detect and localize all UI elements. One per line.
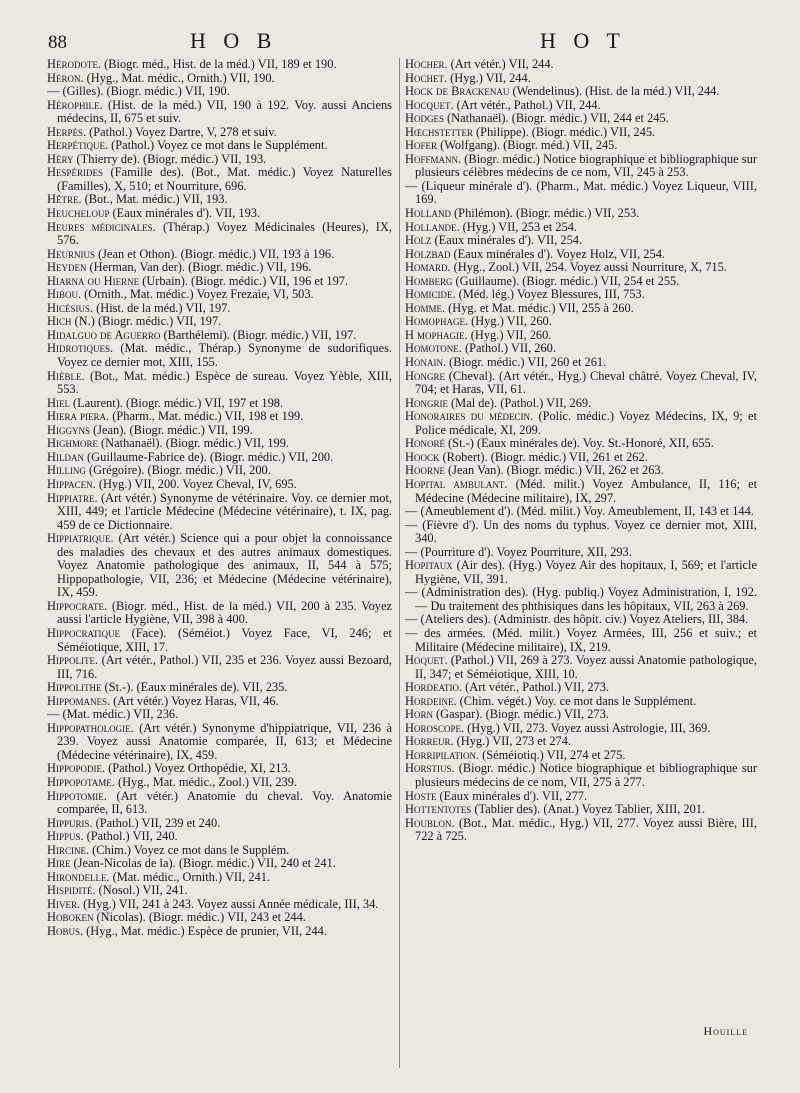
- entry-headword: Higgyns: [47, 422, 90, 437]
- entry-text: (Pathol.) Voyez ce mot dans le Supplément.: [108, 138, 328, 153]
- index-entry: [47, 695, 392, 709]
- entry-headword: Hérophile.: [47, 97, 103, 112]
- index-entry: [47, 315, 392, 329]
- entry-text: — (Administration des). (Hyg. publiq.) Voyez Administration, I, 192. — Du traitement des phthisiques dans les hôpitaux, VII, 263 à 269.: [405, 585, 757, 613]
- index-entry: [47, 464, 392, 478]
- entry-text: (Philippe). (Biogr. médic.) VII, 245.: [472, 124, 656, 139]
- entry-text: (Mat. médic., Ornith.) VII, 241.: [109, 869, 271, 884]
- entry-headword: Holland: [405, 206, 451, 221]
- entry-text: (Jean-Nicolas de la). (Biogr. médic.) VII, 240 et 241.: [70, 856, 336, 871]
- entry-text: (Art vétér., Pathol.) VII, 244.: [453, 97, 601, 112]
- entry-text: (Art vétér.) VII, 244.: [447, 57, 554, 71]
- entry-headword: Hidrotiques.: [47, 341, 114, 356]
- entry-text: (Art vétér.) Synonyme d'hippiatrique, VII, 236 à 239. Voyez aussi Anatomie comparée, II, 613; et Médecine (Médecine vétérinaire), IX, 459.: [57, 720, 392, 762]
- entry-text: (Guillaume). (Biogr. médic.) VII, 254 et 255.: [452, 273, 680, 288]
- entry-text: (Méd. lég.) Voyez Blessures, III, 753.: [455, 287, 645, 302]
- entry-headword: Hoboken: [47, 910, 94, 925]
- entry-text: (Hyg., Mat. médic., Ornith.) VII, 190.: [83, 70, 275, 85]
- entry-headword: Horoscope.: [405, 720, 465, 735]
- index-entry: [47, 654, 392, 681]
- entry-headword: Hippuris.: [47, 815, 93, 830]
- index-entry: [405, 139, 757, 153]
- index-entry: [405, 85, 757, 99]
- entry-headword: Hippolite.: [47, 653, 99, 668]
- index-entry: [405, 478, 757, 505]
- entry-headword: H mophagie.: [405, 327, 468, 342]
- entry-headword: Hippiatre.: [47, 490, 98, 505]
- entry-text: (Wendelinus). (Hist. de la méd.) VII, 244.: [509, 84, 720, 99]
- entry-text: (Wolfgang). (Biogr. méd.) VII, 245.: [436, 138, 618, 153]
- index-entry: [47, 275, 392, 289]
- entry-text: (Bot., Mat. médic.) VII, 193.: [81, 192, 228, 207]
- index-entry: [47, 126, 392, 140]
- index-entry: [47, 397, 392, 411]
- entry-headword: Homberg: [405, 273, 453, 288]
- entry-text: (Biogr. médic.) Notice biographique et bibliographique sur plusieurs médecins de ce nom, VII, 275 à 277.: [415, 761, 757, 789]
- entry-headword: Hêtre.: [47, 192, 82, 207]
- entry-headword: Hoorne: [405, 463, 445, 478]
- entry-headword: Honoré: [405, 436, 445, 451]
- index-entry: [405, 58, 757, 72]
- entry-text: (Eaux minérales d'). VII, 277.: [436, 788, 588, 803]
- entry-headword: Hopital ambulant.: [405, 476, 508, 491]
- entry-headword: Hire: [47, 856, 71, 871]
- entry-text: (Biogr. médic.) VII, 260 et 261.: [446, 355, 607, 370]
- entry-text: (Chim. végét.) Voy. ce mot dans le Supplément.: [456, 693, 697, 708]
- entry-text: (Thérap.) Voyez Médicinales (Heures), IX, 576.: [57, 219, 392, 248]
- catchword: Houille: [703, 1024, 748, 1038]
- entry-headword: Hopitaux: [405, 558, 453, 573]
- entry-headword: Highmore: [47, 436, 98, 451]
- entry-text: (Chim.) Voyez ce mot dans le Supplém.: [89, 842, 290, 857]
- index-entry: [405, 329, 757, 343]
- entry-text: (Bot., Mat. médic., Hyg.) VII, 277. Voyez aussi Bière, III, 722 à 725.: [415, 815, 757, 844]
- entry-text: (Hyg. et Mat. médic.) VII, 255 à 260.: [445, 300, 634, 315]
- index-entry: [405, 397, 757, 411]
- entry-headword: Herpès.: [47, 124, 87, 139]
- entry-text: (St.-). (Eaux minérales de). VII, 235.: [101, 680, 288, 695]
- index-entry: [47, 248, 392, 262]
- entry-text: (Eaux minérales d'). VII, 254.: [431, 233, 583, 248]
- index-entry: [47, 451, 392, 465]
- entry-headword: Homophage.: [405, 314, 469, 329]
- entry-headword: Hordeatio.: [405, 680, 463, 695]
- entry-headword: Hippocrate.: [47, 598, 108, 613]
- entry-headword: Hispidité.: [47, 883, 96, 898]
- index-entry: [47, 261, 392, 275]
- index-entry: [47, 410, 392, 424]
- entry-headword: Hippomanes.: [47, 693, 111, 708]
- index-entry: [405, 519, 757, 546]
- index-entry: [405, 72, 757, 86]
- entry-text: (Mat. médic., Thérap.) Synonyme de sudorifiques. Voyez ce dernier mot, XIII, 155.: [57, 341, 392, 370]
- entry-text: (Guillaume-Fabrice de). (Biogr. médic.) VII, 200.: [83, 449, 334, 464]
- entry-text: — (Fièvre d'). Un des noms du typhus. Voyez ce dernier mot, XIII, 340.: [405, 517, 757, 546]
- entry-text: (Thierry de). (Biogr. médic.) VII, 193.: [73, 151, 267, 166]
- index-entry: [47, 776, 392, 790]
- entry-text: (Hyg., Mat. médic.) Espèce de prunier, VII, 244.: [83, 924, 327, 938]
- entry-text: (Hyg.) VII, 260.: [468, 314, 552, 329]
- index-entry: [405, 613, 757, 627]
- index-entry: [47, 911, 392, 925]
- index-entry: [47, 762, 392, 776]
- entry-text: — (Pourriture d'). Voyez Pourriture, XII, 293.: [405, 544, 632, 559]
- entry-headword: Hiarna ou Hierne: [47, 273, 140, 288]
- index-entry: [47, 478, 392, 492]
- index-entry: [47, 681, 392, 695]
- index-entry: [405, 180, 757, 207]
- entry-text: (Art vétér.) Voyez Haras, VII, 46.: [110, 693, 279, 708]
- index-entry: [47, 884, 392, 898]
- index-entry: [47, 857, 392, 871]
- index-entry: [47, 844, 392, 858]
- index-entry: [47, 288, 392, 302]
- entry-headword: Hièble.: [47, 368, 85, 383]
- entry-text: (Hist. de la méd.) VII, 190 à 192. Voy. aussi Anciens médecins, II, 675 et suiv.: [57, 97, 392, 126]
- entry-headword: Hilling: [47, 463, 86, 478]
- entry-headword: Homicide.: [405, 287, 456, 302]
- entry-text: (Nosol.) VII, 241.: [95, 883, 188, 898]
- entry-headword: Héron.: [47, 70, 84, 85]
- index-entry: [47, 370, 392, 397]
- index-entry: [405, 302, 757, 316]
- index-entry: [405, 437, 757, 451]
- entry-text: (Cheval). (Art vétér., Hyg.) Cheval châtré. Voyez Cheval, IV, 704; et Haras, VII, 61.: [415, 368, 757, 397]
- entry-text: (Art vétér.) Synonyme de vétérinaire. Voy. ce dernier mot, XIII, 449; et l'article Médecine (Médecine vétérinaire), t. IX, pag. 459 de ce Dictionnaire.: [57, 490, 392, 532]
- entry-text: (St.-) (Eaux minérales de). Voy. St.-Honoré, XII, 655.: [444, 436, 714, 451]
- entry-headword: Hottentotes: [405, 802, 472, 817]
- entry-text: (Biogr. médic.) Notice biographique et bibliographique sur plusieurs célèbres médecins de ce nom, VII, 245 à 253.: [415, 151, 757, 180]
- entry-headword: Heures médicinales.: [47, 219, 156, 234]
- entry-headword: Hodges: [405, 111, 444, 126]
- entry-text: (Face). (Séméiot.) Voyez Face, VI, 246; et Séméiotique, XIII, 17.: [57, 625, 392, 654]
- entry-text: (Grégoire). (Biogr. médic.) VII, 200.: [85, 463, 271, 478]
- entry-text: (Barthélemi). (Biogr. médic.) VII, 197.: [160, 327, 357, 342]
- index-entry: [405, 221, 757, 235]
- index-entry: [47, 302, 392, 316]
- index-entry: [405, 275, 757, 289]
- index-entry: [47, 871, 392, 885]
- entry-text: (Nathanaël). (Biogr. médic.) VII, 244 et 245.: [443, 111, 669, 126]
- entry-headword: Hespérides: [47, 165, 103, 180]
- entry-headword: Hoste: [405, 788, 437, 803]
- entry-text: — (Liqueur minérale d'). (Pharm., Mat. médic.) Voyez Liqueur, VIII, 169.: [405, 178, 757, 207]
- entry-headword: Hildan: [47, 449, 84, 464]
- index-entry: [47, 532, 392, 600]
- entry-text: (Nicolas). (Biogr. médic.) VII, 243 et 244.: [93, 910, 306, 925]
- index-entry: [405, 356, 757, 370]
- index-entry: [47, 830, 392, 844]
- entry-text: (Méd. milit.) Voyez Ambulance, II, 116; et Médecine (Médecine militaire), IX, 297.: [415, 476, 758, 505]
- entry-headword: Hippacen.: [47, 476, 96, 491]
- entry-text: (Bot., Mat. médic.) Espèce de sureau. Voyez Yèble, XIII, 553.: [57, 368, 392, 397]
- entry-text: (Mal de). (Pathol.) VII, 269.: [447, 395, 592, 410]
- index-entry: [405, 546, 757, 560]
- entry-text: (Ornith., Mat. médic.) Voyez Frezaie, VI, 503.: [81, 287, 314, 302]
- entry-headword: Hippotomie.: [47, 788, 107, 803]
- entry-text: (Urbain). (Biogr. médic.) VII, 196 et 197.: [139, 273, 349, 288]
- entry-headword: Hoquet.: [405, 653, 448, 668]
- entry-text: (Hyg.) VII, 241 à 243. Voyez aussi Année médicale, III, 34.: [80, 896, 379, 911]
- entry-text: (Art vétér.) Anatomie du cheval. Voy. Anatomie comparée, II, 613.: [57, 788, 392, 817]
- index-entry: [47, 708, 392, 722]
- index-entry: [47, 166, 392, 193]
- index-entry: [47, 790, 392, 817]
- entry-headword: Horn: [405, 707, 433, 722]
- entry-headword: Horripilation.: [405, 747, 480, 762]
- entry-text: (Philémon). (Biogr. médic.) VII, 253.: [450, 206, 640, 221]
- index-entry: [47, 139, 392, 153]
- index-entry: [47, 221, 392, 248]
- index-entry: [405, 288, 757, 302]
- entry-headword: Hippopathologie.: [47, 720, 134, 735]
- entry-text: (Eaux minérales d'). Voyez Holz, VII, 254.: [450, 246, 665, 261]
- index-entry: [47, 437, 392, 451]
- entry-text: (Jean). (Biogr. médic.) VII, 199.: [89, 422, 253, 437]
- entry-text: (Hist. de la méd.) VII, 197.: [93, 300, 231, 315]
- index-entry: [405, 817, 757, 844]
- index-entry: [47, 925, 392, 939]
- index-entry: [405, 654, 757, 681]
- entry-text: (Pathol.) VII, 240.: [83, 829, 178, 844]
- entry-headword: Hiel: [47, 395, 70, 410]
- entry-text: (Herman, Van der). (Biogr. médic.) VII, 196.: [86, 260, 312, 275]
- entry-text: (Pathol.) Voyez Orthopédie, XI, 213.: [105, 761, 291, 776]
- entry-text: (Gaspar). (Biogr. médic.) VII, 273.: [432, 707, 609, 722]
- index-entry: [405, 99, 757, 113]
- entry-headword: Hidalguo de Aguerro: [47, 327, 161, 342]
- entry-headword: Holzbad: [405, 246, 451, 261]
- running-head-right: H O T: [540, 28, 626, 53]
- entry-headword: Hippopotame.: [47, 774, 115, 789]
- entry-headword: Hocher.: [405, 57, 448, 71]
- entry-text: (Hyg.) VII, 273. Voyez aussi Astrologie, III, 369.: [464, 720, 711, 735]
- running-head-left: H O B: [190, 28, 278, 53]
- index-entry: [47, 193, 392, 207]
- entry-text: (Biogr. méd., Hist. de la méd.) VII, 200 à 235. Voyez aussi l'article Hygiène, VII, 398 à 400.: [57, 598, 392, 627]
- entry-text: (Hyg.) VII, 273 et 274.: [453, 734, 572, 749]
- index-entry: [405, 803, 757, 817]
- index-entry: [405, 410, 757, 437]
- index-entry: [47, 424, 392, 438]
- index-entry: [47, 722, 392, 763]
- index-entry: [47, 898, 392, 912]
- index-entry: [47, 817, 392, 831]
- entry-headword: Hiver.: [47, 896, 81, 911]
- entry-text: (Tablier des). (Anat.) Voyez Tablier, XIII, 201.: [471, 802, 706, 817]
- entry-headword: Hiera piera.: [47, 409, 110, 424]
- entry-text: (Nathanaël). (Biogr. médic.) VII, 199.: [97, 436, 290, 451]
- entry-headword: Honain.: [405, 355, 447, 370]
- index-entry: [405, 342, 757, 356]
- entry-headword: Hippus.: [47, 829, 84, 844]
- entry-text: (Biogr. méd., Hist. de la méd.) VII, 189 et 190.: [101, 57, 337, 71]
- index-entry: [405, 627, 757, 654]
- entry-headword: Hich: [47, 314, 72, 329]
- entry-text: (Hyg., Mat. médic., Zool.) VII, 239.: [114, 774, 298, 789]
- index-entry: [405, 370, 757, 397]
- entry-headword: Hoock: [405, 449, 440, 464]
- entry-headword: Hobus.: [47, 924, 84, 938]
- index-entry: [405, 586, 757, 613]
- index-entry: [47, 85, 392, 99]
- index-entry: [405, 261, 757, 275]
- entry-text: (Jean et Othon). (Biogr. médic.) VII, 193 à 196.: [94, 246, 335, 261]
- index-entry: [405, 505, 757, 519]
- index-entry: [405, 559, 757, 586]
- index-entry: [405, 735, 757, 749]
- entry-text: (Pharm., Mat. médic.) VII, 198 et 199.: [109, 409, 304, 424]
- index-entry: [405, 749, 757, 763]
- entry-headword: Herpétique.: [47, 138, 109, 153]
- entry-text: (Hyg.) VII, 200. Voyez Cheval, IV, 695.: [95, 476, 297, 491]
- entry-text: (N.) (Biogr. médic.) VII, 197.: [71, 314, 222, 329]
- index-entry: [405, 112, 757, 126]
- right-column: [405, 58, 757, 844]
- entry-headword: Hofer: [405, 138, 437, 153]
- entry-headword: Hœchstetter: [405, 124, 473, 139]
- entry-text: (Jean Van). (Biogr. médic.) VII, 262 et 263.: [444, 463, 664, 478]
- index-entry: [47, 492, 392, 533]
- entry-text: (Laurent). (Biogr. médic.) VII, 197 et 198.: [69, 395, 284, 410]
- index-entry: [405, 207, 757, 221]
- entry-headword: Hock de Brackenau: [405, 84, 510, 99]
- index-entry: [405, 708, 757, 722]
- entry-headword: Hordeine.: [405, 693, 457, 708]
- entry-text: — (Ameublement d'). (Méd. milit.) Voy. Ameublement, II, 143 et 144.: [405, 504, 754, 519]
- left-column: [47, 58, 392, 939]
- index-entry: [405, 762, 757, 789]
- entry-headword: Holz: [405, 233, 432, 248]
- entry-headword: Honoraires du médecin.: [405, 409, 534, 424]
- entry-headword: Hoffmann.: [405, 151, 462, 166]
- entry-text: (Eaux minérales d'). VII, 193.: [109, 206, 261, 221]
- entry-text: (Pathol.) Voyez Dartre, V, 278 et suiv.: [86, 124, 277, 139]
- index-entry: [405, 315, 757, 329]
- entry-headword: Heyden: [47, 260, 87, 275]
- index-entry: [405, 153, 757, 180]
- entry-text: (Hyg.) VII, 244.: [447, 70, 531, 85]
- page-number: 88: [48, 32, 67, 53]
- entry-headword: Hocquet.: [405, 97, 454, 112]
- entry-headword: Hérodote.: [47, 57, 102, 71]
- entry-text: (Art vétér., Pathol.) VII, 235 et 236. Voyez aussi Bezoard, III, 716.: [57, 653, 392, 681]
- index-entry: [405, 234, 757, 248]
- index-entry: [405, 695, 757, 709]
- entry-headword: Hirondelle.: [47, 869, 110, 884]
- index-entry: [405, 464, 757, 478]
- index-entry: [47, 600, 392, 627]
- entry-headword: Horstius.: [405, 761, 455, 776]
- entry-headword: Hollande.: [405, 219, 460, 234]
- entry-text: (Hyg., Zool.) VII, 254. Voyez aussi Nourriture, X, 715.: [450, 260, 727, 275]
- index-entry: [405, 126, 757, 140]
- index-entry: [405, 451, 757, 465]
- entry-text: (Pathol.) VII, 239 et 240.: [92, 815, 221, 830]
- index-entry: [47, 72, 392, 86]
- entry-text: (Pathol.) VII, 260.: [461, 341, 556, 356]
- entry-headword: Hochet.: [405, 70, 448, 85]
- entry-text: (Hyg.) VII, 253 et 254.: [459, 219, 578, 234]
- column-divider: [399, 58, 400, 1068]
- entry-text: — (Mat. médic.) VII, 236.: [47, 707, 179, 722]
- index-entry: [47, 207, 392, 221]
- index-entry: [405, 248, 757, 262]
- index-entry: [47, 99, 392, 126]
- entry-headword: Homotone.: [405, 341, 462, 356]
- entry-headword: Horreur.: [405, 734, 454, 749]
- index-entry: [47, 627, 392, 654]
- index-entry: [47, 58, 392, 72]
- entry-text: — (Ateliers des). (Administr. des hôpit. civ.) Voyez Ateliers, III, 384.: [405, 612, 749, 627]
- entry-text: (Pathol.) VII, 269 à 273. Voyez aussi Anatomie pathologique, II, 347; et Séméiotique, XIII, 10.: [415, 653, 757, 681]
- entry-text: (Robert). (Biogr. médic.) VII, 261 et 262.: [439, 449, 648, 464]
- entry-headword: Hippopodie.: [47, 761, 106, 776]
- entry-text: (Hyg.) VII, 260.: [467, 327, 552, 342]
- entry-headword: Heurnius: [47, 246, 95, 261]
- entry-text: (Art vétér.) Science qui a pour objet la connoissance des maladies des chevaux et des autres animaux domestiques. Voyez Anatomie pathologique des animaux, II, 544 à 575; Hippopathologie, VII, 236; et Médecine (Médecine vétérinaire), IX, 459.: [57, 531, 392, 600]
- entry-headword: Hippocratique: [47, 625, 120, 640]
- entry-headword: Houblon.: [405, 815, 455, 830]
- entry-text: (Famille des). (Bot., Mat. médic.) Voyez Naturelles (Familles), X, 510; et Nourriture, 696.: [57, 165, 392, 193]
- entry-text: (Air des). (Hyg.) Voyez Air des hopitaux, I, 569; et l'article Hygiène, VII, 391.: [415, 558, 757, 586]
- index-entry: [47, 342, 392, 369]
- index-entry: [47, 153, 392, 167]
- index-entry: [405, 681, 757, 695]
- entry-headword: Hippolithe: [47, 680, 102, 695]
- index-entry: [47, 329, 392, 343]
- entry-text: — des armées. (Méd. milit.) Voyez Armées, III, 256 et suiv.; et Militaire (Médecine militaire), IX, 219.: [405, 625, 757, 654]
- entry-headword: Hibou.: [47, 287, 82, 302]
- entry-headword: Heucheloup: [47, 206, 110, 221]
- entry-headword: Hongrie: [405, 395, 448, 410]
- entry-text: (Polic. médic.) Voyez Médecins, IX, 9; et Police médicale, XI, 209.: [415, 409, 757, 437]
- entry-headword: Homard.: [405, 260, 451, 275]
- index-entry: [405, 722, 757, 736]
- entry-headword: Hircine.: [47, 842, 90, 857]
- entry-headword: Homme.: [405, 300, 446, 315]
- entry-text: — (Gilles). (Biogr. médic.) VII, 190.: [47, 84, 230, 99]
- entry-headword: Hicésius.: [47, 300, 94, 315]
- index-entry: [405, 790, 757, 804]
- entry-headword: Hippiatrique.: [47, 531, 114, 546]
- entry-headword: Héry: [47, 151, 74, 166]
- entry-text: (Séméiotiq.) VII, 274 et 275.: [479, 747, 626, 762]
- entry-headword: Hongre: [405, 368, 445, 383]
- entry-text: (Art vétér., Pathol.) VII, 273.: [462, 680, 610, 695]
